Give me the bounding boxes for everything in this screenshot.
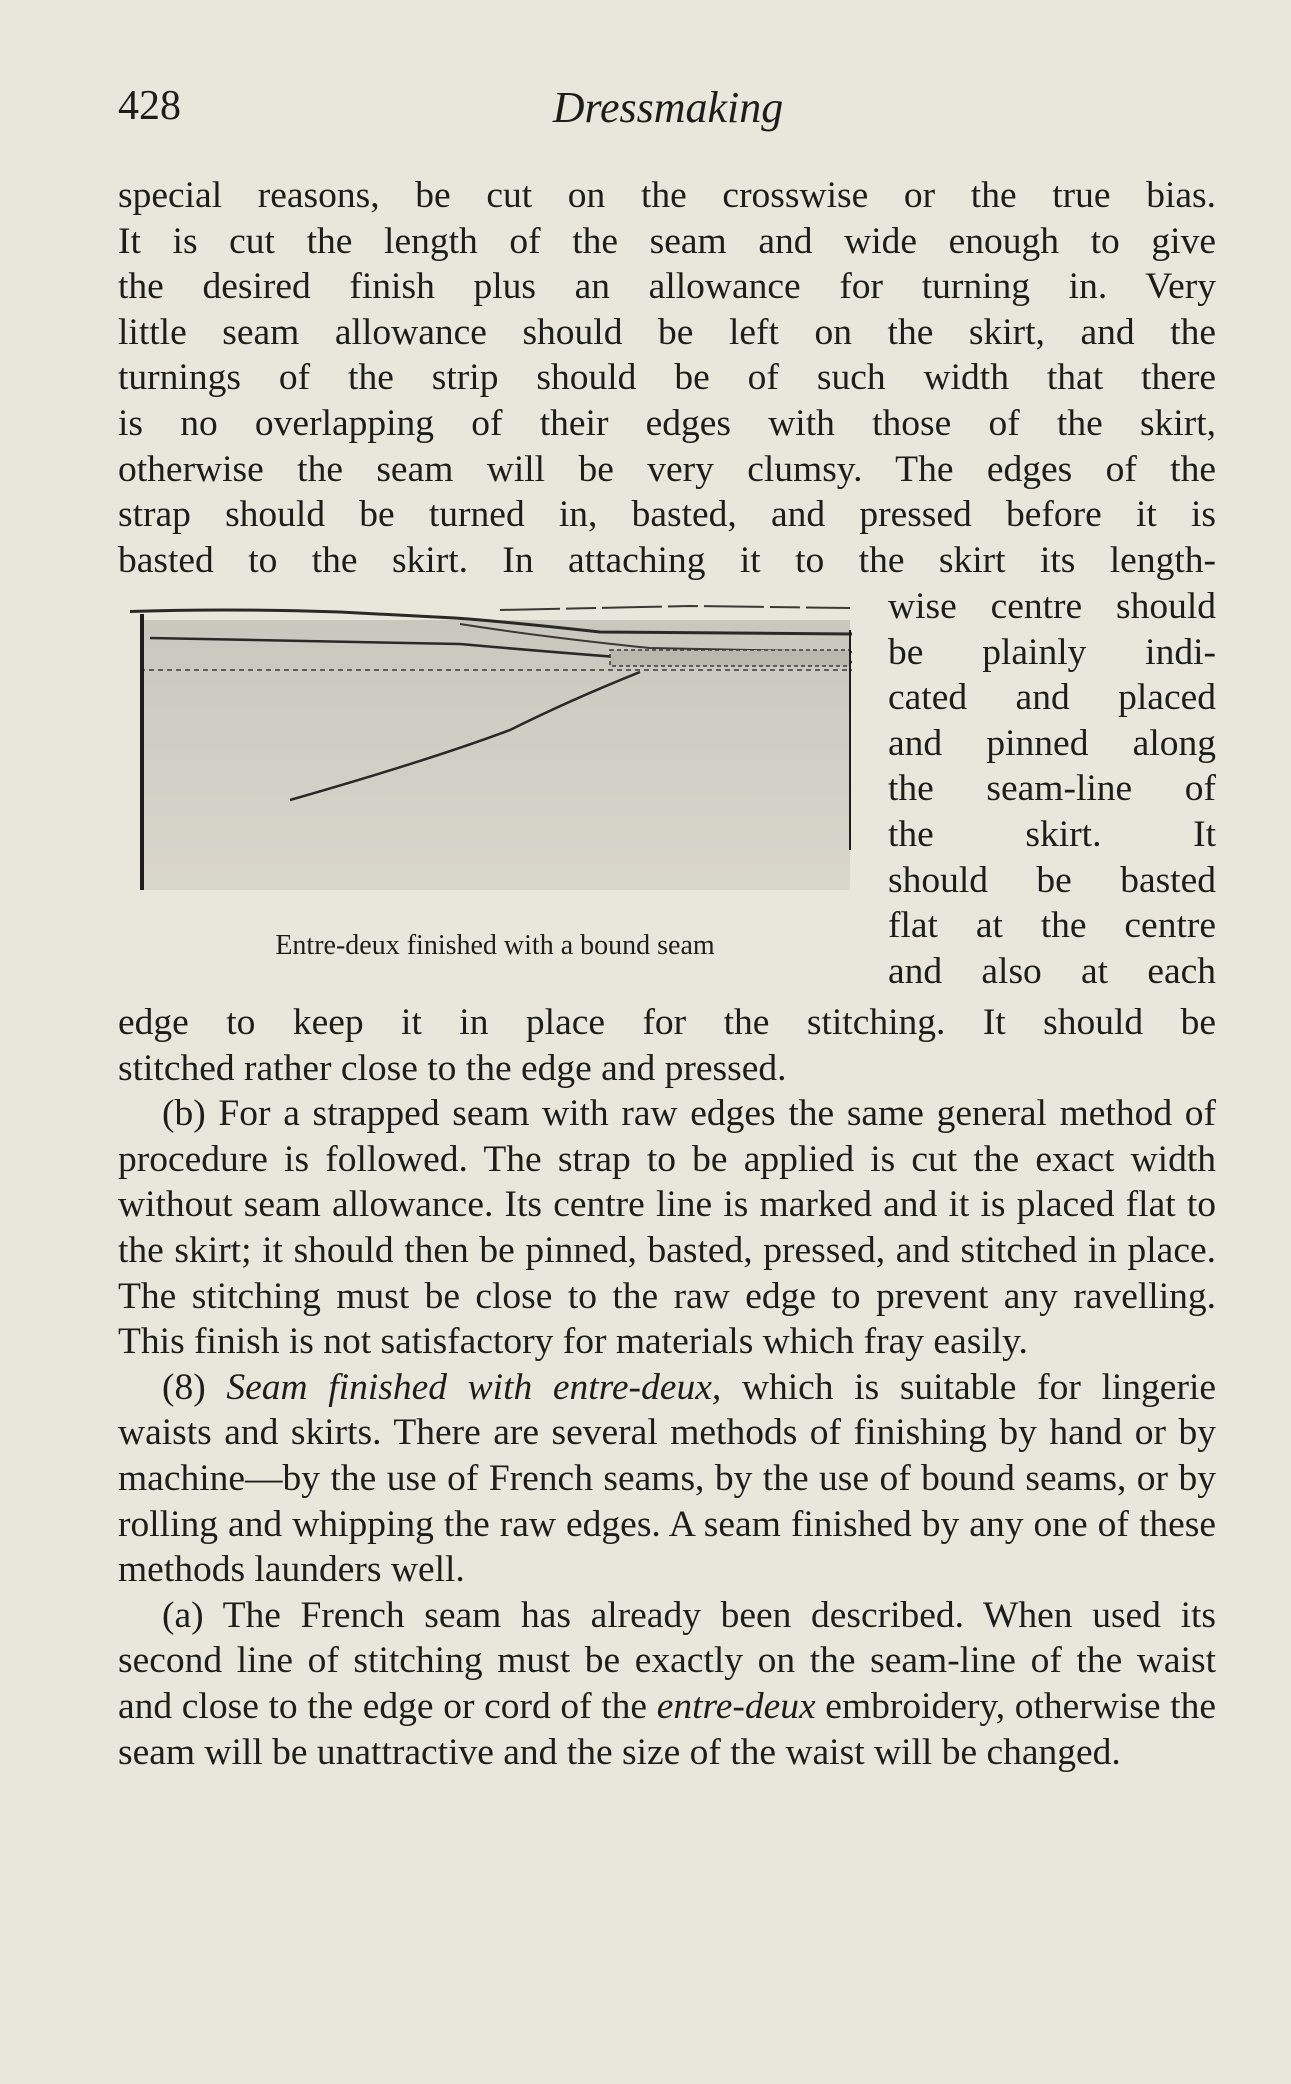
text-line: wise centre should xyxy=(888,586,1216,627)
text-line: be plainly indi- xyxy=(888,631,1216,673)
italic-term: entre-deux xyxy=(656,1685,816,1727)
text-line: stitched rather close to the edge and pressed. xyxy=(118,1047,787,1089)
text-line: It is cut the length of the seam and wide enough to give xyxy=(118,220,1216,262)
text-line: special reasons, be cut on the crosswise or the true bias. xyxy=(118,175,1216,216)
page-number: 428 xyxy=(118,83,181,129)
text-line: the seam-line of xyxy=(888,768,1216,810)
paragraph-b xyxy=(118,1091,1216,1365)
text-line: cated and placed xyxy=(888,677,1216,719)
item-label: (a) xyxy=(162,1594,204,1636)
text-line: turnings of the strip should be of such width that there xyxy=(118,357,1216,399)
text-line: flat at the centre xyxy=(888,905,1216,947)
running-title: Dressmaking xyxy=(552,83,784,132)
paragraph-bottom xyxy=(118,1000,1216,1775)
text-line: is no overlapping of their edges with those of the skirt, xyxy=(118,402,1216,444)
text-line: edge to keep it in place for the stitching. It should be xyxy=(118,1002,1216,1043)
paragraph-text: For a strapped seam with raw edges the same general method of procedure is followed. The strap to be applied is cut the exact width without seam allowance. Its centre line is marked and it is placed flat to the skirt; it should then be pinned, basted, pressed, and stitched in place. The stitching must be close to the raw edge to prevent any ravelling. This finish is not satisfactory for materials which fray easily. xyxy=(118,1093,1216,1363)
item-number: (8) xyxy=(162,1366,206,1408)
paragraph-top xyxy=(118,173,1216,583)
page-header xyxy=(118,82,1218,142)
text-line: the desired finish plus an allowance for turning in. Very xyxy=(118,266,1216,308)
wrapped-text-column xyxy=(888,584,1216,994)
paragraph-8 xyxy=(118,1365,1216,1593)
text-line: strap should be turned in, basted, and pressed before it is xyxy=(118,494,1216,536)
text-line: otherwise the seam will be very clumsy. The edges of the xyxy=(118,448,1216,490)
strap-upper-line xyxy=(500,606,850,610)
paragraph-text: The French seam has already been described. When used its second line of stitching must be exactly on the seam-line of the waist and close to the edge or cord of the xyxy=(118,1594,1216,1727)
section-heading: Seam finished with entre-deux, xyxy=(226,1366,722,1408)
item-label: (b) xyxy=(162,1093,206,1135)
entre-deux-band xyxy=(610,650,850,666)
seam-illustration xyxy=(130,600,860,900)
text-line: and also at each xyxy=(888,950,1216,992)
text-line: little seam allowance should be left on the skirt, and the xyxy=(118,311,1216,353)
text-line: and pinned along xyxy=(888,722,1216,764)
text-line: the skirt. It xyxy=(888,813,1216,855)
paragraph-text: which is suitable for lingerie waists and skirts. There are several methods of finishing by hand or by machine—by the use of French seams, by the use of bound seams, or by rolling and whipping the raw edges. A seam finished by any one of these methods launders well. xyxy=(118,1366,1217,1591)
text-line: basted to the skirt. In attaching it to the skirt its length- xyxy=(118,539,1216,581)
paragraph-a xyxy=(118,1593,1216,1775)
figure-caption: Entre-deux finished with a bound seam xyxy=(275,930,715,961)
paragraph-text: embroidery, otherwise the seam will be unattractive and the size of the waist will be changed. xyxy=(118,1685,1216,1773)
text-line: should be basted xyxy=(888,859,1216,901)
